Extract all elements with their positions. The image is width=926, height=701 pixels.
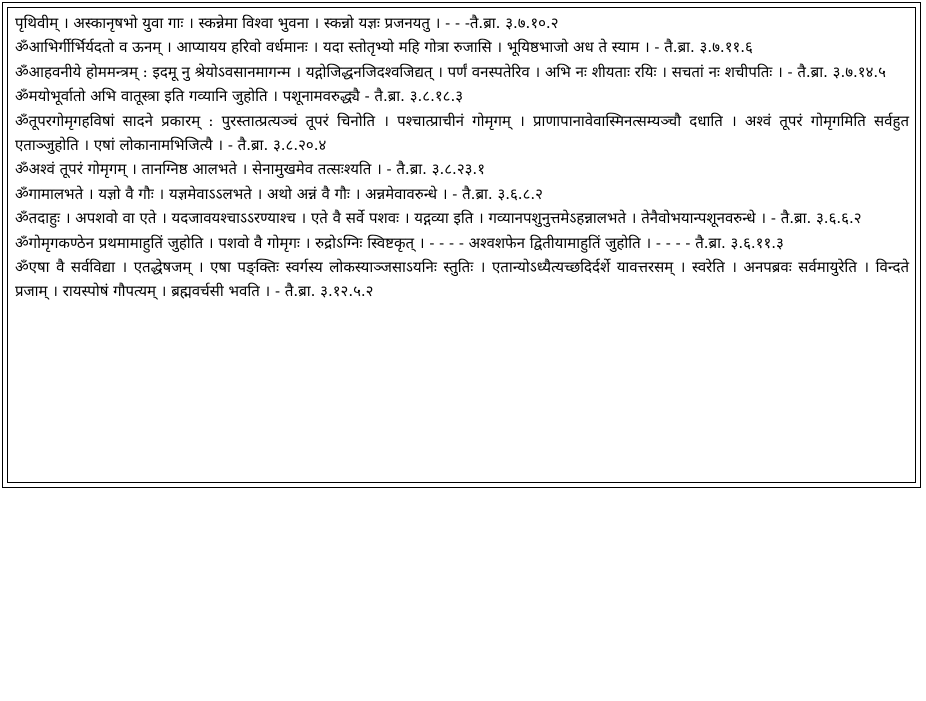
paragraph-5: ॐतूपरगोमृगहविषां सादने प्रकारम् : पुरस्तात्प्रत्यञ्चं तूपरं चिनोति । पश्चात्प्राचीनं गोमृगम् । प्राणापानावेवास्मिनत्सम्यञ्चौ दधाति । अश्वं तूपरं गोमृगमिति सर्वहुत एताञ्जुहोति । एषां लोकानामभिजित्यै । - तै.ब्रा. ३.८.२०.४ [15,111,909,155]
paragraph-7: ॐगामालभते । यज्ञो वै गौः । यज्ञमेवाऽऽलभते । अथो अन्नं वै गौः । अन्नमेवावरुन्धे । - तै.ब्रा. ३.६.८.२ [15,184,543,203]
paragraph-9: ॐगोमृगकण्ठेन प्रथमामाहुतिं जुहोति । पशवो वै गोमृगः । रुद्रोऽग्निः स्विष्टकृत् । - - - - अश्वशफेन द्वितीयामाहुतिं जुहोति । - - - - तै.ब्रा. ३.६.११.३ [15,233,784,252]
paragraph-6: ॐअश्वं तूपरं गोमृगम् । तानग्निष्ठ आलभते । सेनामुखमेव तत्सःश्यति । - तै.ब्रा. ३.८.२३.१ [15,160,485,179]
paragraph-2: ॐआभिर्गीर्भिर्यदतो व ऊनम् । आप्यायय हरिवो वर्धमानः । यदा स्तोतृभ्यो महि गोत्रा रुजासि । भूयिष्ठभाजो अध ते स्याम । - तै.ब्रा. ३.७.११.६ [15,38,753,57]
paragraph-10: ॐएषा वै सर्वविद्या । एतद्धेषजम् । एषा पङ्क्तिः स्वर्गस्य लोकस्याञ्जसाऽयनिः स्तुतिः । एतान्योऽध्यैत्यच्छदिर्दर्शे यावत्तरसम् । स्वरेति । अनपब्रवः सर्वमायुरेति । विन्दते प्रजाम् । रायस्पोषं गौपत्यम् । ब्रह्मवर्चसी भवति । - तै.ब्रा. ३.१२.५.२ [15,258,909,301]
paragraph-1: पृथिवीम् । अस्कानृषभो युवा गाः । स्कन्नेमा विश्वा भुवना । स्कन्नो यज्ञः प्रजनयतु । - - -तै.ब्रा. ३.७.१०.२ [15,14,559,32]
paragraph-8: ॐतदाहुः । अपशवो वा एते । यदजावयश्चाऽऽरण्याश्च । एते वै सर्वे पशवः । यद्गव्या इति । गव्यानपशुनुत्तमेऽहन्नालभते । तेनैवोभयान्पशूनवरुन्धे । - तै.ब्रा. ३.६.६.२ [15,209,862,228]
page-frame [2,2,921,488]
paragraph-3: ॐआहवनीये होममन्त्रम् : इदमू नु श्रेयोऽवसानमागन्म । यद्गोजिद्धनजिदश्वजिद्यत् । पर्णं वनस्पतेरिव । अभि नः शीयताः रयिः । सचतां नः शचीपतिः । - तै.ब्रा. ३.७.१४.५ [15,62,886,81]
paragraph-4: ॐमयोभूर्वातो अभि वातूस्त्रा इति गव्यानि जुहोति । पशूनामवरुद्ध्यै - तै.ब्रा. ३.८.१८.३ [15,87,464,106]
text-box [7,7,916,483]
